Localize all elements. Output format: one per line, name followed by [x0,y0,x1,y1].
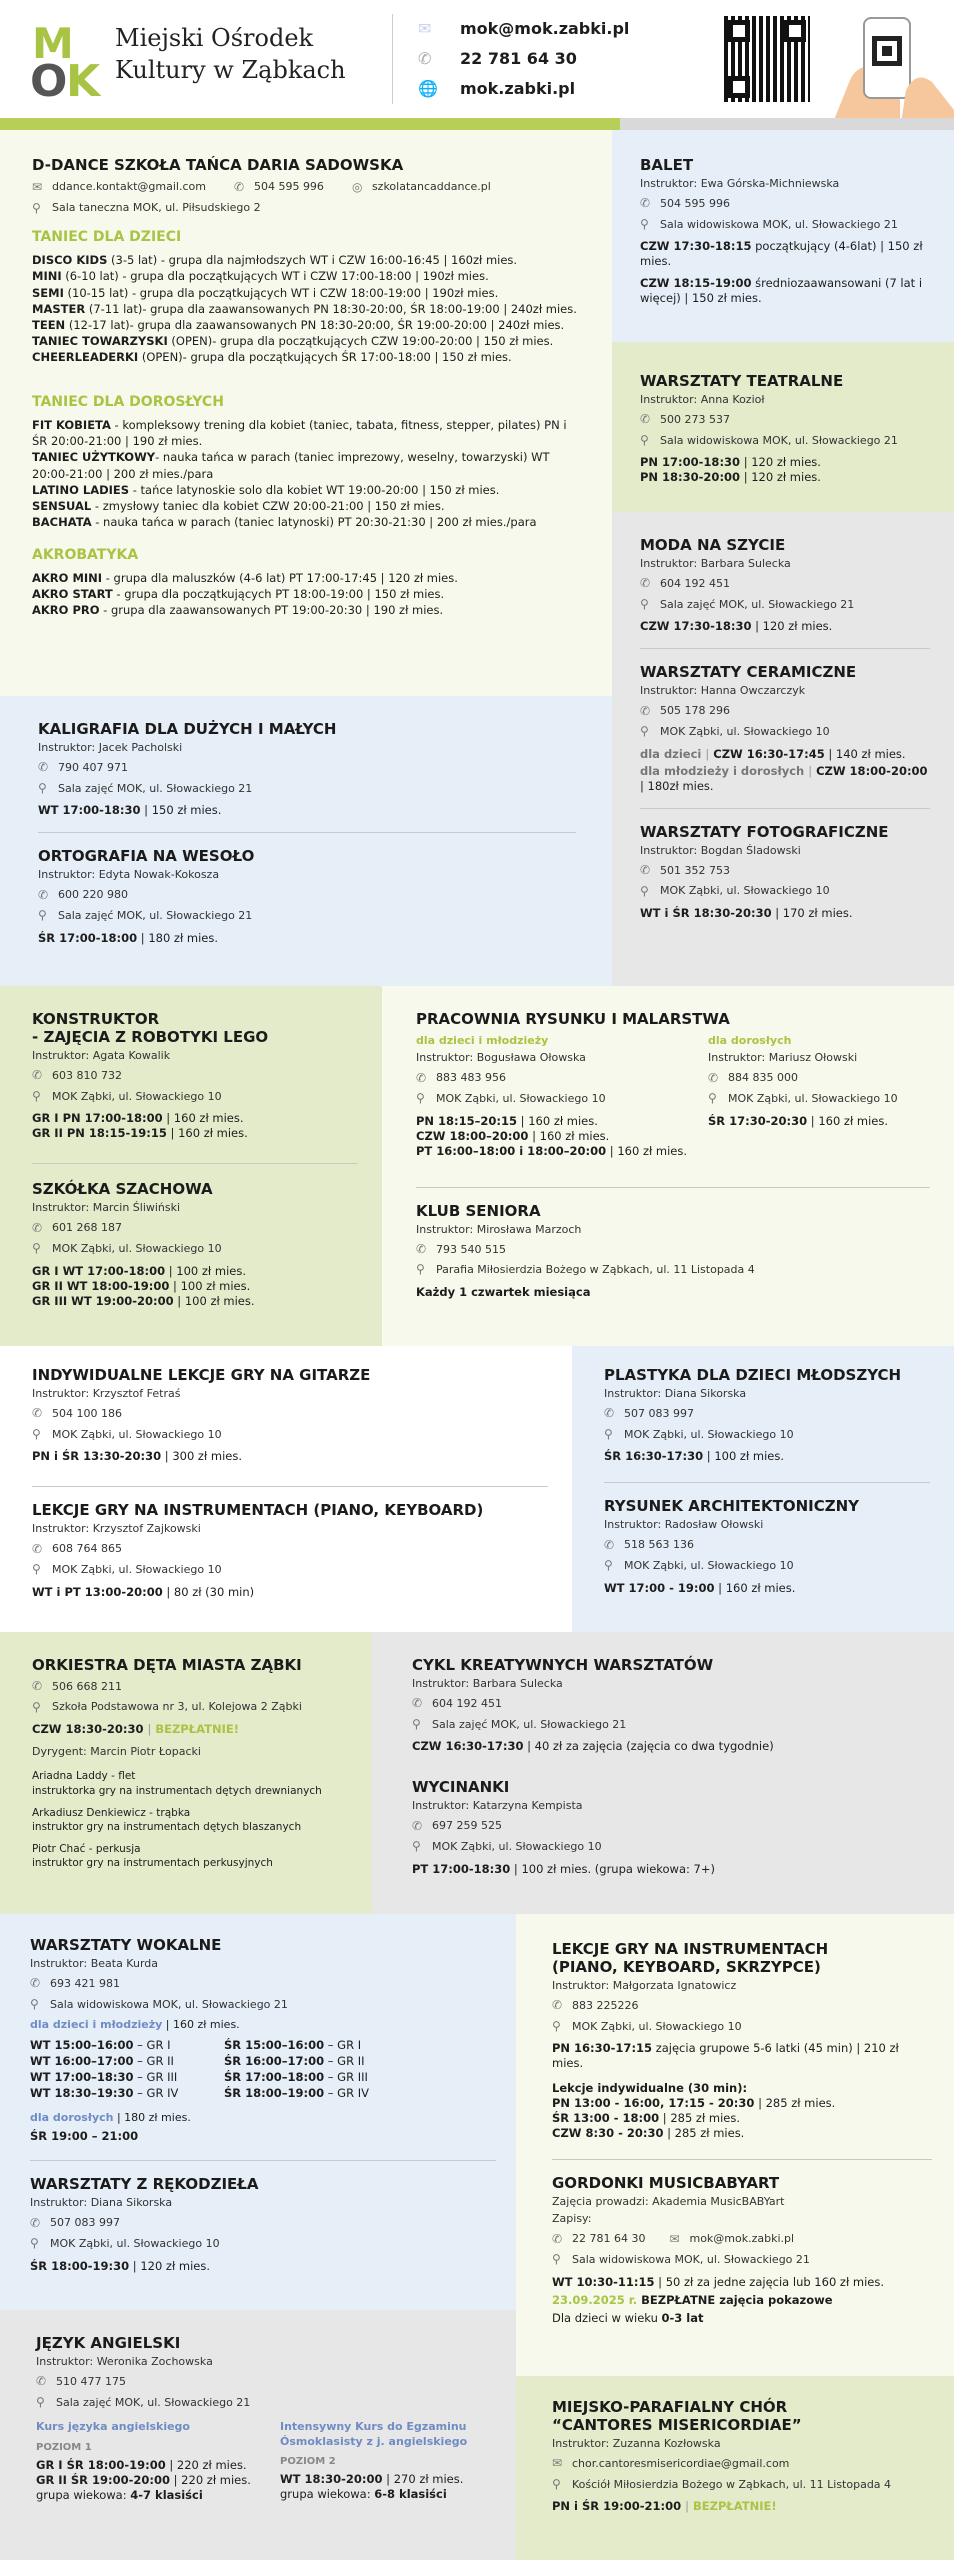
list-item: ŚR 17:00–18:00 – GR III [224,2069,368,2084]
list-item: GR II ŚR 19:00-20:00 | 220 zł mies. [36,2472,251,2487]
piano-phone[interactable]: 608 764 865 [52,1542,122,1556]
gitara-place: MOK Ząbki, ul. Słowackiego 10 [52,1427,222,1441]
org-line1: Miejski Ośrodek [115,24,314,52]
list-item: PN 13:00 - 16:00, 17:15 - 20:30 | 285 zł mies. [552,2096,836,2111]
instructor-role: instruktorka gry na instrumentach dętych drewnianych [32,1784,322,1797]
plast-place: MOK Ząbki, ul. Słowackiego 10 [624,1427,794,1441]
cykl-place: Sala zajęć MOK, ul. Słowackiego 21 [432,1717,627,1731]
piano-title: LEKCJE GRY NA INSTRUMENTACH (PIANO, KEYBOARD) [32,1501,484,1520]
orkiestra-schedule: CZW 18:30-20:30 | BEZPŁATNIE! [32,1722,239,1737]
phone-icon: ✆ [412,1818,423,1833]
phone-icon: ✆ [32,1068,43,1083]
plast-phone[interactable]: 507 083 997 [624,1406,694,1420]
ddance-web[interactable]: szkolatancaddance.pl [371,180,491,193]
orto-title: ORTOGRAFIA NA WESOŁO [38,847,255,866]
phone-icon: ✆ [640,196,651,211]
angiel-instructor: Instruktor: Weronika Zochowska [36,2355,213,2368]
gordonki-place: Sala widowiskowa MOK, ul. Słowackiego 21 [572,2252,810,2266]
rys-phone-2[interactable]: 884 835 000 [728,1071,798,1085]
phone-icon: ✆ [38,887,49,902]
wyc-phone[interactable]: 697 259 525 [432,1819,502,1833]
list-item: AKRO MINI - grupa dla maluszków (4-6 lat) PT 17:00-17:45 | 120 zł mies. [32,571,458,586]
list-item: AKRO PRO - grupa dla zaawansowanych PT 19:00-20:30 | 190 zł mies. [32,603,444,618]
location-pin-icon: ⚲ [604,1558,613,1573]
ceram-phone[interactable]: 505 178 296 [660,704,730,718]
phone-icon: ✆ [416,1070,427,1085]
orkiestra-place: Szkoła Podstawowa nr 3, ul. Kolejowa 2 Ząbki [52,1700,302,1714]
arch-title: RYSUNEK ARCHITEKTONICZNY [604,1497,860,1516]
location-pin-icon: ⚲ [640,596,649,611]
angiel-phone[interactable]: 510 477 175 [56,2374,126,2388]
szach-schedule-1: GR I WT 17:00-18:00 | 100 zł mies. [32,1263,246,1278]
location-pin-icon: ⚲ [32,1241,41,1256]
list-item: FIT KOBIETA - kompleksowy trening dla kobiet (taniec, tabata, fitness, stepper, pilates) PN i ŚR 20:00-21:00 | 190 zł mies. [32,418,567,449]
location-pin-icon: ⚲ [640,216,649,231]
kalig-orto-section [0,696,612,986]
divider [640,648,930,649]
cykl-wyc-section [372,1632,954,1914]
list-item: WT 17:00–18:30 – GR III [30,2069,178,2084]
globe-icon: ◎ [351,180,363,194]
angiel-course-1: Kurs języka angielskiego [36,2420,190,2434]
arch-place: MOK Ząbki, ul. Słowackiego 10 [624,1558,794,1572]
balet-section [612,130,954,342]
rys-schedule-2: CZW 18:00–20:00 | 160 zł mies. [416,1128,610,1143]
list-item: MASTER (7-11 lat)- grupa dla zaawansowanych PN 18:30-20:00, ŚR 18:00-19:00 | 240zł mies. [32,301,577,316]
orto-schedule: ŚR 17:00-18:00 | 180 zł mies. [38,930,219,945]
header-stripe [0,118,954,130]
list-item: AKRO START - grupa dla początkujących PT 18:00-19:00 | 150 zł mies. [32,587,445,602]
phone-icon: ✆ [604,1537,615,1552]
rekodz-phone[interactable]: 507 083 997 [50,2216,120,2230]
choir-instructor: Instruktor: Zuzanna Kozłowska [552,2437,721,2450]
location-pin-icon: ⚲ [38,780,47,795]
phone-icon: ✆ [32,1679,43,1693]
choir-place: Kościół Miłosierdzia Bożego w Ząbkach, ul. 11 Listopada 4 [572,2477,892,2491]
location-pin-icon: ⚲ [552,2018,561,2033]
divider [38,832,576,833]
divider [30,2160,496,2161]
teatr-schedule-2: PN 18:30-20:00 | 120 zł mies. [640,470,821,485]
angiel-level-1: POZIOM 1 [36,2441,92,2453]
ceram-instructor: Instruktor: Hanna Owczarczyk [640,684,806,698]
list-item: TANIEC TOWARZYSKI (OPEN)- grupa dla początkujących CZW 19:00-20:00 | 150 zł mies. [32,333,554,348]
angiel-age-2: grupa wiekowa: 6-8 klasiści [280,2487,447,2502]
acro-list [32,570,580,618]
location-pin-icon: ⚲ [640,724,649,739]
phone-icon: ✆ [418,49,432,68]
header-web[interactable]: mok.zabki.pl [460,79,576,98]
orkiestra-phone[interactable]: 506 668 211 [52,1679,122,1693]
cykl-title: CYKL KREATYWNYCH WARSZTATÓW [412,1656,714,1674]
globe-icon: 🌐 [418,79,438,98]
location-pin-icon: ⚲ [604,1426,613,1441]
kids-subtitle: TANIEC DLA DZIECI [32,229,182,246]
ddance-email[interactable]: ddance.kontakt@gmail.com [52,180,206,193]
wokal-rekodz-section [0,1914,516,2310]
lekcje-place: MOK Ząbki, ul. Słowackiego 10 [572,2019,742,2033]
szach-instructor: Instruktor: Marcin Śliwiński [32,1201,181,1215]
moda-instructor: Instruktor: Barbara Sulecka [640,557,791,570]
location-pin-icon: ⚲ [412,1716,421,1731]
lego-schedule-1: GR I PN 17:00-18:00 | 160 zł mies. [32,1111,244,1126]
list-item: ŚR 16:00–17:00 – GR II [224,2053,365,2068]
phone-icon: ✆ [36,2374,47,2389]
location-pin-icon: ⚲ [708,1091,717,1106]
divider [32,1486,548,1487]
lego-title-2: - ZAJĘCIA Z ROBOTYKI LEGO [32,1028,269,1046]
wokal-instructor: Instruktor: Beata Kurda [30,1957,158,1970]
piano-instructor: Instruktor: Krzysztof Zajkowski [32,1522,201,1536]
rys-instructor-1: Instruktor: Bogusława Ołowska [416,1051,586,1065]
wyc-schedule: PT 17:00-18:30 | 100 zł mies. (grupa wiekowa: 7+) [412,1861,715,1876]
gitara-piano-section [0,1346,572,1632]
instructor-name: Ariadna Laddy - flet [32,1770,136,1783]
hand-phone-icon [820,10,954,130]
ceram-schedule-2: dla młodzieży i dorosłych | CZW 18:00-20:00 | 180zł mies. [640,763,928,793]
lekcje-individual-label: Lekcje indywidualne (30 min): [552,2081,748,2096]
rekodz-schedule: ŚR 18:00-19:30 | 120 zł mies. [30,2258,211,2273]
divider [552,2159,932,2160]
list-item: CHEERLEADERKI (OPEN)- grupa dla początkujących ŚR 17:00-18:00 | 150 zł mies. [32,349,512,364]
balet-schedule-2: CZW 18:15-19:00 średniozaawansowani (7 lat i więcej) | 150 zł mies. [640,276,923,306]
location-pin-icon: ⚲ [30,2236,39,2251]
phone-icon: ✆ [412,1696,423,1711]
location-pin-icon: ⚲ [552,2476,561,2491]
list-item: BACHATA - nauka tańca w parach (taniec latynoski) PT 20:30-21:30 | 200 zł mies./para [32,514,537,529]
plast-title: PLASTYKA DLA DZIECI MŁODSZYCH [604,1366,902,1384]
header [0,0,954,130]
orkiestra-section [0,1632,372,1914]
list-item: SEMI (10-15 lat) - grupa dla początkujących WT i CZW 18:00-19:00 | 190zł mies. [32,285,499,300]
adults-list [32,417,580,530]
plast-instructor: Instruktor: Diana Sikorska [604,1387,747,1400]
senior-place: Parafia Miłosierdzia Bożego w Ząbkach, ul. 11 Listopada 4 [436,1263,755,1277]
lego-szach-section [0,986,382,1346]
phone-icon: ✆ [30,2215,41,2230]
phone-icon: ✆ [640,412,651,427]
gitara-instructor: Instruktor: Krzysztof Fetraś [32,1387,181,1400]
lekcje-instructor: Instruktor: Małgorzata Ignatowicz [552,1979,737,1992]
arch-instructor: Instruktor: Radosław Ołowski [604,1518,764,1532]
list-item: ŚR 13:00 - 18:00 | 285 zł mies. [552,2111,741,2126]
piano-schedule: WT i PT 13:00-20:00 | 80 zł (30 min) [32,1584,255,1599]
divider [604,1482,930,1483]
rys-schedule-1: PN 18:15–20:15 | 160 zł mies. [416,1113,598,1128]
piano-place: MOK Ząbki, ul. Słowackiego 10 [52,1562,222,1576]
szach-title: SZKÓŁKA SZACHOWA [32,1180,213,1199]
qr-code [724,16,810,102]
instructor-role: instruktor gry na instrumentach dętych blaszanych [32,1820,302,1833]
list-item: MINI (6-10 lat) - grupa dla początkujących WT i CZW 17:00-18:00 | 190zł mies. [32,269,489,284]
phone-icon: ✆ [416,1241,427,1256]
foto-place: MOK Ząbki, ul. Słowackiego 10 [660,884,830,898]
phone-icon: ✆ [604,1406,615,1421]
wokal-schedule-adults: ŚR 19:00 – 21:00 [30,2129,139,2144]
angiel-course-2: Intensywny Kurs do Egzaminu Ósmoklasisty z j. angielskiego [280,2420,468,2448]
teatr-title: WARSZTATY TEATRALNE [640,372,844,390]
email-icon: ✉ [552,2456,563,2471]
szach-schedule-2: GR II WT 18:00-19:00 | 100 zł mies. [32,1278,251,1293]
location-pin-icon: ⚲ [30,1996,39,2011]
ddance-section [0,130,612,696]
lekcje-schedule-group: PN 16:30-17:15 zajęcia grupowe 5-6 latki (45 min) | 210 zł mies. [552,2041,899,2071]
rys-phone-1[interactable]: 883 483 956 [436,1071,506,1085]
wyc-instructor: Instruktor: Katarzyna Kempista [412,1799,583,1813]
gordonki-schedule: WT 10:30-11:15 | 50 zł za jedne zajęcia lub 160 zł mies. [552,2274,884,2289]
orkiestra-title: ORKIESTRA DĘTA MIASTA ZĄBKI [32,1656,302,1674]
arch-phone[interactable]: 518 563 136 [624,1538,694,1552]
lekcje-phone[interactable]: 883 225226 [572,1998,639,2012]
list-item: TANIEC UŻYTKOWY- nauka tańca w parach (taniec imprezowy, weselny, towarzyski) WT 20:00-21:00 | 200 zł mies./para [32,450,550,481]
angiel-place: Sala zajęć MOK, ul. Słowackiego 21 [56,2395,251,2409]
gordonki-email[interactable]: mok@mok.zabki.pl [689,2232,795,2246]
rekodz-instructor: Instruktor: Diana Sikorska [30,2196,173,2210]
gordonki-title: GORDONKI MUSICBABYART [552,2174,780,2193]
list-item: CZW 8:30 - 20:30 | 285 zł mies. [552,2126,745,2141]
list-item: GR I ŚR 18:00-19:00 | 220 zł mies. [36,2457,247,2472]
phone-icon: ✆ [233,180,245,194]
teatr-phone[interactable]: 500 273 537 [660,412,730,426]
orto-instructor: Instruktor: Edyta Nowak-Kokosza [38,868,220,882]
list-item: WT 18:30–19:30 – GR IV [30,2086,179,2101]
kalig-place: Sala zajęć MOK, ul. Słowackiego 21 [58,781,253,795]
cykl-schedule: CZW 16:30-17:30 | 40 zł za zajęcia (zajęcia co dwa tygodnie) [412,1739,774,1754]
divider [32,1163,358,1164]
senior-schedule: Każdy 1 czwartek miesiąca [416,1285,591,1300]
choir-title-2: “CANTORES MISERICORDIAE” [552,2416,802,2434]
wyc-title: WYCINANKI [412,1778,510,1797]
angiel-age-1: grupa wiekowa: 4-7 klasiści [36,2487,203,2502]
org-name [115,22,346,87]
phone-icon: ✆ [30,1976,41,1991]
plast-schedule: ŚR 16:30-17:30 | 100 zł mies. [604,1449,785,1464]
kalig-instructor: Instruktor: Jacek Pacholski [38,741,183,754]
list-item: SENSUAL - zmysłowy taniec dla kobiet CZW 20:00-21:00 | 150 zł mies. [32,498,445,513]
teatr-place: Sala widowiskowa MOK, ul. Słowackiego 21 [660,433,898,447]
location-pin-icon: ⚲ [36,2394,45,2409]
balet-phone[interactable]: 504 595 996 [660,196,730,210]
lekcje-title-1: LEKCJE GRY NA INSTRUMENTACH [552,1940,829,1958]
ceram-place: MOK Ząbki, ul. Słowackiego 10 [660,724,830,738]
foto-title: WARSZTATY FOTOGRAFICZNE [640,822,889,841]
rys-place-2: MOK Ząbki, ul. Słowackiego 10 [728,1091,898,1105]
phone-icon: ✆ [32,1541,43,1556]
email-icon: ✉ [32,180,43,194]
teatr-instructor: Instruktor: Anna Kozioł [640,393,765,406]
wokal-label-kids: dla dzieci i młodzieży [30,2018,163,2032]
gordonki-signup: Zapisy: [552,2212,592,2226]
instructor-name: Arkadiusz Denkiewicz - trąbka [32,1806,191,1819]
phone-icon: ✆ [38,760,49,775]
moda-phone[interactable]: 604 192 451 [660,576,730,590]
orkiestra-conductor: Dyrygent: Marcin Piotr Łopacki [32,1745,201,1759]
kids-list [32,252,580,365]
rys-label-adults: dla dorosłych [708,1034,792,1047]
svg-text:M: M [32,19,74,68]
list-item: DISCO KIDS (3-5 lat) - grupa dla najmłodszych WT i CZW 16:00-16:45 | 160zł mies. [32,253,518,268]
choir-schedule: PN i ŚR 19:00-21:00 | BEZPŁATNIE! [552,2499,777,2514]
list-item: WT 18:30-20:00 | 270 zł mies. [280,2472,464,2487]
ddance-phone[interactable]: 504 595 996 [253,180,324,193]
email-icon: ✉ [669,2231,680,2246]
gordonki-age: Dla dzieci w wieku 0-3 lat [552,2310,704,2325]
wokal-phone[interactable]: 693 421 981 [50,1976,120,1990]
lekcje-gordonki-section [516,1914,954,2376]
instructor-role: instruktor gry na instrumentach perkusyjnych [32,1857,273,1870]
moda-title: MODA NA SZYCIE [640,536,786,554]
kalig-title: KALIGRAFIA DLA DUŻYCH I MAŁYCH [38,720,337,738]
szach-place: MOK Ząbki, ul. Słowackiego 10 [52,1241,222,1255]
rys-title: PRACOWNIA RYSUNKU I MALARSTWA [416,1010,730,1028]
szach-schedule-3: GR III WT 19:00-20:00 | 100 zł mies. [32,1293,255,1308]
lekcje-title-2: (PIANO, KEYBOARD, SKRZYPCE) [552,1958,821,1976]
rekodz-place: MOK Ząbki, ul. Słowackiego 10 [50,2236,220,2250]
teatr-section [612,342,954,512]
phone-icon: ✆ [640,703,651,718]
gitara-schedule: PN i ŚR 13:30-20:30 | 300 zł mies. [32,1449,243,1464]
list-item: WT 15:00–16:00 – GR I [30,2037,171,2052]
location-pin-icon: ⚲ [32,1426,41,1441]
cykl-instructor: Instruktor: Barbara Sulecka [412,1677,563,1690]
cykl-phone[interactable]: 604 192 451 [432,1696,502,1710]
lego-title-1: KONSTRUKTOR [32,1010,160,1028]
phone-icon: ✆ [32,1220,43,1235]
wokal-place: Sala widowiskowa MOK, ul. Słowackiego 21 [50,1997,288,2011]
kalig-schedule: WT 17:00-18:30 | 150 zł mies. [38,803,222,818]
location-pin-icon: ⚲ [552,2252,561,2267]
wokal-label-adults: dla dorosłych [30,2111,114,2125]
szach-phone[interactable]: 601 268 187 [52,1221,122,1235]
header-divider [392,14,393,104]
plast-arch-section [572,1346,954,1632]
rys-schedule-4: ŚR 17:30-20:30 | 160 zł mies. [708,1113,889,1128]
moda-place: Sala zajęć MOK, ul. Słowackiego 21 [660,597,855,611]
list-item: LATINO LADIES - tańce latynoskie solo dla kobiet WT 19:00-20:00 | 150 zł mies. [32,482,500,497]
list-item: TEEN (12-17 lat)- grupa dla zaawansowanych PN 18:30-20:00, ŚR 19:00-20:00 | 240zł mies. [32,317,565,332]
senior-instructor: Instruktor: Mirosława Marzoch [416,1222,582,1236]
ceram-schedule-1: dla dzieci | CZW 16:30-17:45 | 140 zł mies. [640,746,906,761]
ddance-title: D-DANCE SZKOŁA TAŃCA DARIA SADOWSKA [32,156,404,174]
rys-senior-section [382,986,954,1346]
rys-instructor-2: Instruktor: Mariusz Ołowski [708,1051,858,1065]
kalig-phone[interactable]: 790 407 971 [58,760,128,774]
location-pin-icon: ⚲ [32,1699,41,1714]
wokal-title: WARSZTATY WOKALNE [30,1936,222,1954]
instructor-name: Piotr Chać - perkusja [32,1843,141,1856]
gordonki-phone[interactable]: 22 781 64 30 [572,2232,646,2246]
orto-place: Sala zajęć MOK, ul. Słowackiego 21 [58,908,253,922]
orto-phone[interactable]: 600 220 980 [58,888,128,902]
balet-place: Sala widowiskowa MOK, ul. Słowackiego 21 [660,217,898,231]
senior-phone[interactable]: 793 540 515 [436,1242,506,1256]
location-pin-icon: ⚲ [38,908,47,923]
lego-place: MOK Ząbki, ul. Słowackiego 10 [52,1089,222,1103]
ceram-title: WARSZTATY CERAMICZNE [640,663,857,682]
angiel-section [0,2310,516,2560]
angiel-level-2: POZIOM 2 [280,2456,336,2468]
foto-phone[interactable]: 501 352 753 [660,863,730,877]
location-pin-icon: ⚲ [416,1091,425,1106]
arch-schedule: WT 17:00 - 19:00 | 160 zł mies. [604,1580,796,1595]
lego-phone[interactable]: 603 810 732 [52,1068,122,1082]
choir-section [516,2376,954,2560]
ddance-place: Sala taneczna MOK, ul. Piłsudskiego 2 [52,201,261,215]
right-grey-block [612,512,954,986]
mok-logo [30,18,110,98]
header-phone[interactable]: 22 781 64 30 [460,49,577,68]
wokal-price-kids: | 160 zł mies. [162,2018,240,2032]
divider [640,808,930,809]
rys-schedule-3: PT 16:00–18:00 i 18:00–20:00 | 160 zł mies. [416,1143,688,1158]
foto-schedule: WT i ŚR 18:30-20:30 | 170 zł mies. [640,906,853,921]
phone-icon: ✆ [640,576,651,591]
svg-text:O: O [30,56,68,98]
wyc-place: MOK Ząbki, ul. Słowackiego 10 [432,1839,602,1853]
adults-subtitle: TANIEC DLA DOROSŁYCH [32,394,224,411]
rys-label-kids: dla dzieci i młodzieży [416,1034,549,1047]
location-pin-icon: ⚲ [416,1262,425,1277]
list-item: ŚR 18:00–19:00 – GR IV [224,2086,369,2101]
divider [416,1187,930,1188]
gordonki-free-demo: 23.09.2025 r. BEZPŁATNE zajęcia pokazowe [552,2292,833,2307]
lego-instructor: Instruktor: Agata Kowalik [32,1049,171,1062]
location-pin-icon: ⚲ [640,432,649,447]
lego-schedule-2: GR II PN 18:15-19:15 | 160 zł mies. [32,1126,248,1141]
moda-schedule: CZW 17:30-18:30 | 120 zł mies. [640,619,833,634]
balet-title: BALET [640,156,694,174]
email-icon: ✉ [418,19,432,38]
balet-instructor: Instruktor: Ewa Górska-Michniewska [640,177,840,190]
balet-schedule-1: CZW 17:30-18:15 początkujący (4-6lat) | 150 zł mies. [640,239,923,269]
choir-email[interactable]: chor.cantoresmisericordiae@gmail.com [572,2456,790,2470]
teatr-schedule-1: PN 17:00-18:30 | 120 zł mies. [640,455,821,470]
location-pin-icon: ⚲ [32,1088,41,1103]
phone-icon: ✆ [552,2231,563,2246]
location-pin-icon: ⚲ [32,200,41,215]
senior-title: KLUB SENIORA [416,1201,541,1220]
choir-title-1: MIEJSKO-PARAFIALNY CHÓR [552,2398,788,2416]
phone-icon: ✆ [552,1998,563,2013]
header-contacts [418,14,629,104]
location-pin-icon: ⚲ [640,883,649,898]
acro-subtitle: AKROBATYKA [32,546,139,563]
svg-text:K: K [66,56,101,98]
org-line2: Kultury w Ząbkach [115,56,346,85]
rys-place-1: MOK Ząbki, ul. Słowackiego 10 [436,1091,606,1105]
phone-icon: ✆ [708,1070,719,1085]
foto-instructor: Instruktor: Bogdan Śladowski [640,843,801,857]
gitara-title: INDYWIDUALNE LEKCJE GRY NA GITARZE [32,1366,371,1384]
location-pin-icon: ⚲ [32,1562,41,1577]
list-item: ŚR 15:00–16:00 – GR I [224,2037,362,2052]
gitara-phone[interactable]: 504 100 186 [52,1406,122,1420]
header-email[interactable]: mok@mok.zabki.pl [460,19,630,38]
rekodz-title: WARSZTATY Z RĘKODZIEŁA [30,2175,259,2194]
angiel-title: JĘZYK ANGIELSKI [36,2334,181,2352]
phone-icon: ✆ [640,863,651,878]
wokal-price-adults: | 180 zł mies. [113,2111,191,2125]
gordonki-lead: Zajęcia prowadzi: Akademia MusicBABYart [552,2195,785,2209]
list-item: WT 16:00–17:00 – GR II [30,2053,174,2068]
phone-icon: ✆ [32,1406,43,1421]
location-pin-icon: ⚲ [412,1839,421,1854]
